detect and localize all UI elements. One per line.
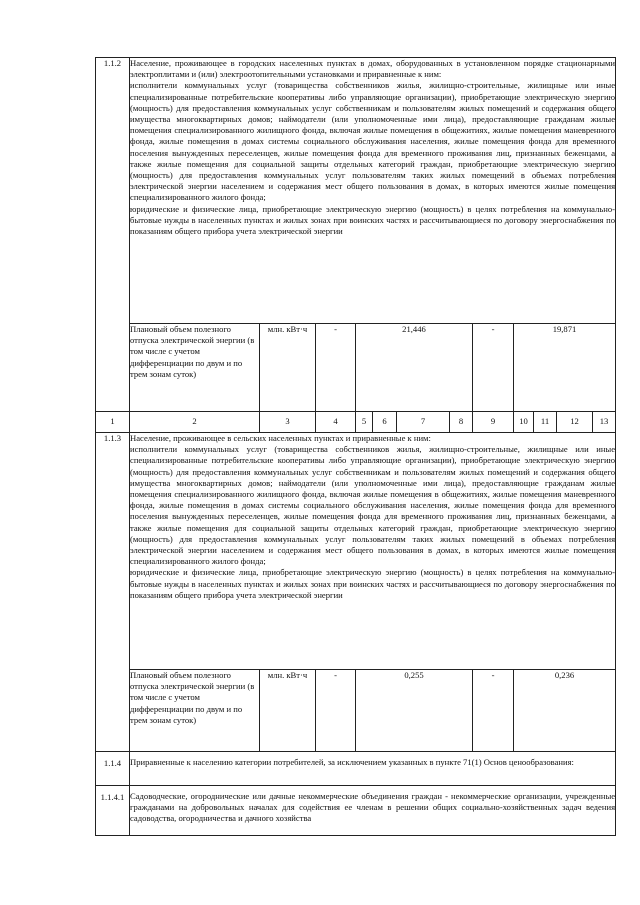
row-number: 1.1.2: [96, 58, 130, 412]
unit-cell: млн. кВт·ч: [260, 324, 316, 412]
column-number: 9: [473, 412, 514, 433]
column-number: 6: [373, 412, 397, 433]
column-number: 11: [534, 412, 557, 433]
row-description: [130, 58, 616, 324]
unit-cell: млн. кВт·ч: [260, 670, 316, 752]
row-number: 1.1.3: [96, 433, 130, 752]
column-number: 5: [356, 412, 373, 433]
value-cell: -: [473, 670, 514, 752]
value-cell: -: [316, 670, 356, 752]
row-1-1-2-volume: [96, 324, 616, 412]
row-paragraph: юридические и физические лица, приобретающие электрическую энергию (мощность) в целях потребления на коммунально-бытовые нужды в населенных пунктах и жилых зонах при воинских частях и рассчитывающиеся по договору энергоснабжения по показаниям общего прибора учета электрической энергии: [130, 203, 616, 237]
row-1-1-4-1: [96, 786, 616, 836]
row-heading: Население, проживающее в городских населенных пунктах в домах, оборудованных в установленном порядке стационарными электроплитами и (или) электроотопительными установками и приравненные к ним:: [130, 58, 616, 80]
column-number: 8: [450, 412, 473, 433]
row-paragraph: юридические и физические лица, приобретающие электрическую энергию (мощность) в целях потребления на коммунально-бытовые нужды в населенных пунктах и жилых зонах при воинских частях и рассчитывающиеся по договору энергоснабжения по показаниям общего прибора учета электрической энергии: [130, 567, 616, 600]
row-1-1-4: [96, 752, 616, 786]
column-number: 2: [130, 412, 260, 433]
column-number: 7: [397, 412, 450, 433]
column-number: 1: [96, 412, 130, 433]
row-description: Садоводческие, огороднические или дачные некоммерческие объединения граждан - некоммерческие организации, учрежденные гражданами на добровольных началах для содействия ее членам в решении общих социально-хозяйственных задач ведения садоводства, огородничества и дачного хозяйства: [130, 786, 616, 836]
volume-label: Плановый объем полезного отпуска электрической энергии (в том числе с учетом дифференциации по двум и по трем зонам суток): [130, 670, 260, 752]
row-1-1-3-volume: [96, 670, 616, 752]
column-number: 13: [593, 412, 616, 433]
volume-label: Плановый объем полезного отпуска электрической энергии (в том числе с учетом дифференциации по двум и по трем зонам суток): [130, 324, 260, 412]
column-number: 12: [557, 412, 593, 433]
row-description: [130, 433, 616, 670]
column-number: 4: [316, 412, 356, 433]
value-cell: -: [473, 324, 514, 412]
value-cell: -: [316, 324, 356, 412]
value-cell: 0,255: [356, 670, 473, 752]
value-cell: 19,871: [514, 324, 616, 412]
row-1-1-2: [96, 58, 616, 324]
column-number: 3: [260, 412, 316, 433]
tariff-table: [95, 57, 616, 836]
row-heading: Население, проживающее в сельских населенных пунктах и приравненные к ним:: [130, 433, 431, 443]
value-cell: 0,236: [514, 670, 616, 752]
row-number: 1.1.4: [96, 752, 130, 786]
column-number: 10: [514, 412, 534, 433]
row-paragraph: исполнители коммунальных услуг (товарищества собственников жилья, жилищно-строительные, жилищные или иные специализированные потребительские кооперативы либо управляющие организации), приобретающие электрическую энергию (мощность) для предоставления коммунальных услуг собственникам и пользователям жилых помещений и содержания общего имущества многоквартирных домов; наймодатели (или уполномоченные ими лица), предоставляющие гражданам жилые помещения специализированного жилищного фонда, включая жилые помещения в общежитиях, жилые помещения маневренного фонда, жилые помещения в домах системы социального обслуживания населения, жилые помещения фонда для временного поселения вынужденных переселенцев, жилые помещения фонда для временного проживания лиц, признанных беженцами, а также жилые помещения для социальной защиты отдельных категорий граждан, приобретающие электрическую энергию (мощность) для предоставления коммунальных услуг пользователям таких жилых помещений в объемах потребления электрической энергии населением и содержания мест общего пользования в домах, в которых имеются жилые помещения специализированного жилого фонда;: [130, 444, 616, 567]
value-cell: 21,446: [356, 324, 473, 412]
row-paragraph: исполнители коммунальных услуг (товарищества собственников жилья, жилищно-строительные, жилищные или иные специализированные потребительские кооперативы либо управляющие организации), приобретающие электрическую энергию (мощность) для предоставления коммунальных услуг собственникам и пользователям жилых помещений и содержания общего имущества многоквартирных домов; наймодатели (или уполномоченные ими лица), предоставляющие гражданам жилые помещения специализированного жилищного фонда, включая жилые помещения в общежитиях, жилые помещения маневренного фонда, жилые помещения в домах системы социального обслуживания населения, жилые помещения фонда для временного поселения вынужденных переселенцев, жилые помещения фонда для временного проживания лиц, признанных беженцами, а также жилые помещения для социальной защиты отдельных категорий граждан, приобретающие электрическую энергию (мощность) для предоставления коммунальных услуг пользователям таких жилых помещений в объемах потребления электрической энергии населением и содержания мест общего пользования в домах, в которых имеются жилые помещения специализированного жилого фонда;: [130, 80, 616, 203]
row-number: 1.1.4.1: [96, 786, 130, 836]
column-number-row: [96, 412, 616, 433]
row-description: Приравненные к населению категории потребителей, за исключением указанных в пункте 71(1) Основ ценообразования:: [130, 752, 616, 786]
row-1-1-3: [96, 433, 616, 670]
